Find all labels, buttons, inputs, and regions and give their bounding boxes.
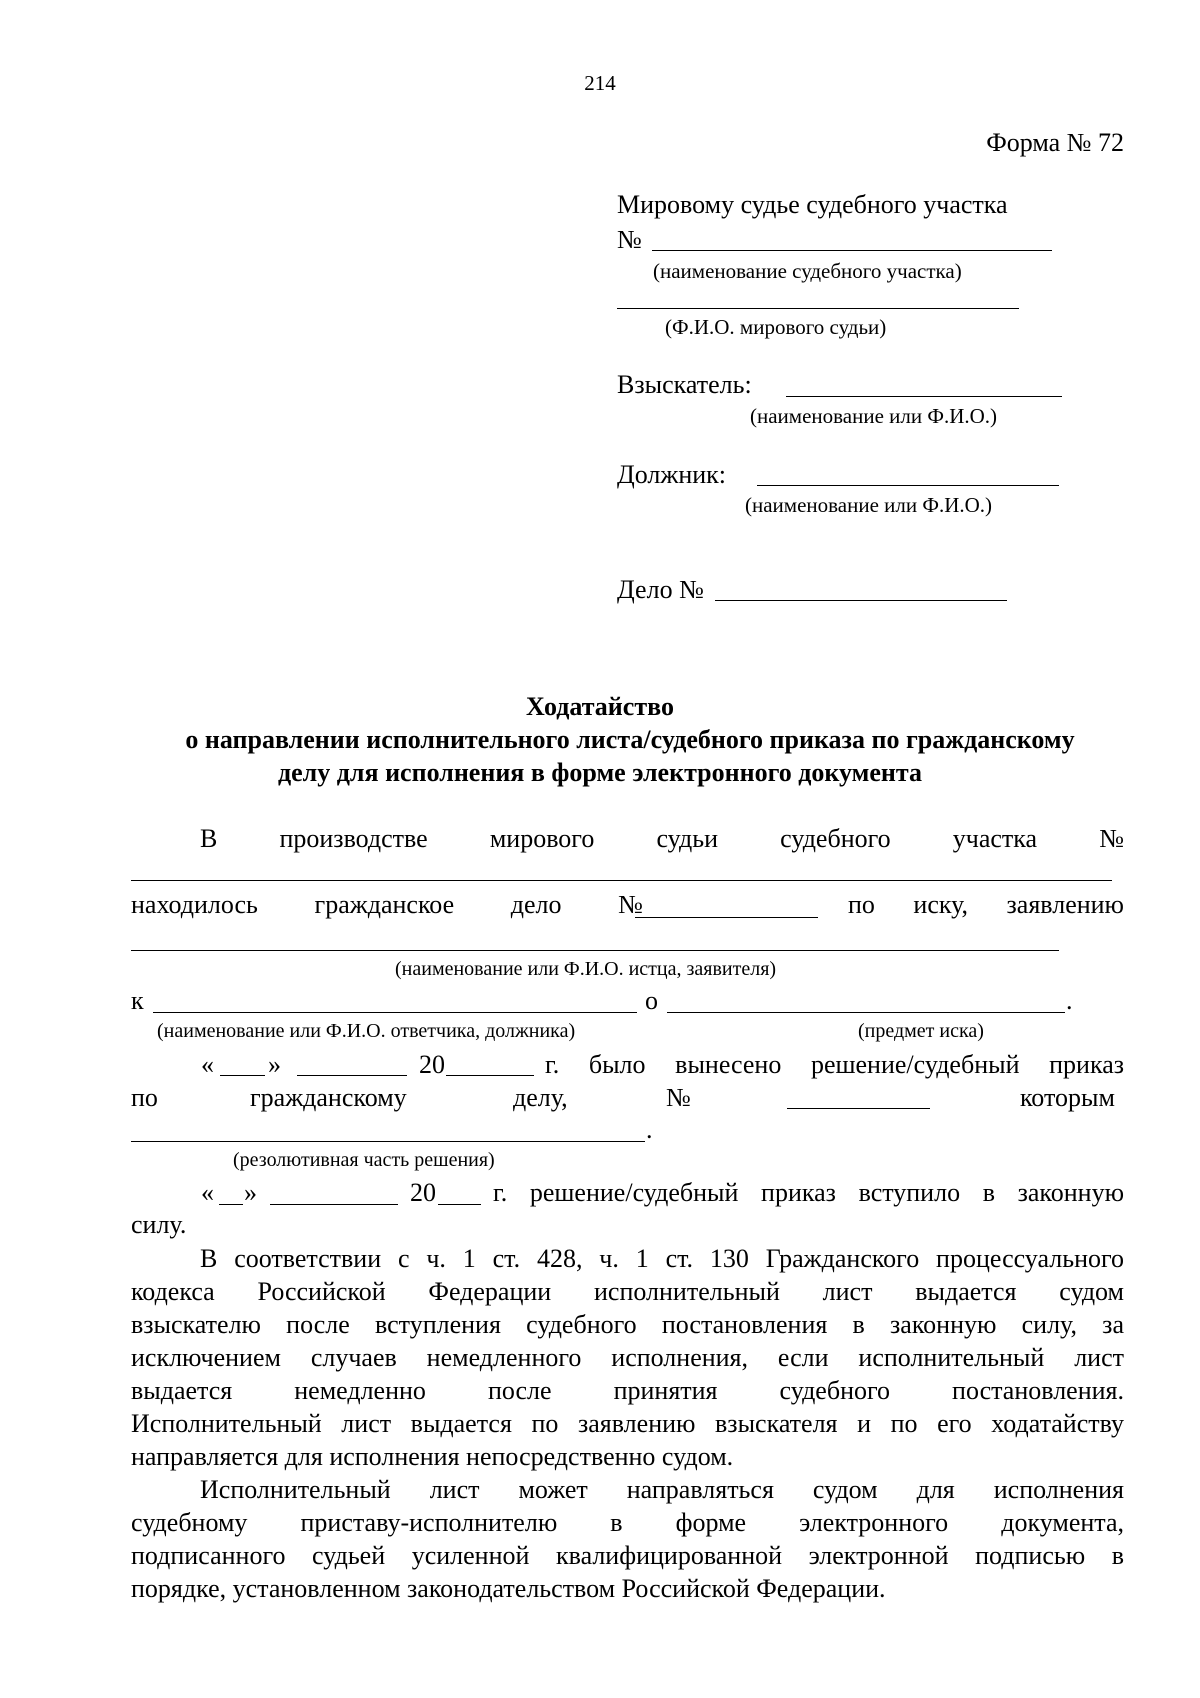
decision-year-field[interactable] <box>446 1075 534 1076</box>
civil-case-number-field[interactable] <box>635 917 818 918</box>
year-prefix: 20 <box>419 1050 445 1079</box>
entry-tail: силу. <box>131 1210 187 1239</box>
period: . <box>1066 986 1073 1015</box>
document-subtitle-line2: делу для исполнения в форме электронного документа <box>277 758 922 787</box>
para1-line: взыскателю после вступления судебного постановления в законную силу, за <box>131 1310 1124 1339</box>
para1-line: Исполнительный лист выдается по заявлению взыскателя и по его ходатайству <box>131 1409 1124 1438</box>
para1-line: В соответствии с ч. 1 ст. 428, ч. 1 ст. 130 Гражданского процессуального <box>200 1244 1124 1273</box>
claimant-caption: (наименование или Ф.И.О.) <box>750 404 998 428</box>
year-prefix-2: 20 <box>410 1178 436 1207</box>
claim-subject-field[interactable] <box>667 1012 1065 1013</box>
resolution-period: . <box>646 1115 653 1144</box>
word: по <box>848 890 875 919</box>
case-label: Дело № <box>617 575 704 604</box>
word: иску, <box>913 890 969 919</box>
close-quote-2: » <box>244 1178 257 1207</box>
body-row-2-right <box>848 890 1124 920</box>
court-name-caption: (наименование судебного участка) <box>653 259 962 283</box>
word-number: № <box>666 1083 691 1112</box>
debtor-label: Должник: <box>617 460 727 489</box>
word: производстве <box>279 824 428 853</box>
para1-line: исключением случаев немедленного исполнения, если исполнительный лист <box>131 1343 1124 1372</box>
word-civil: гражданскому <box>250 1083 407 1112</box>
body-row-1 <box>200 824 1124 854</box>
case-number-field[interactable] <box>715 600 1007 601</box>
word-po: по <box>131 1083 158 1112</box>
respondent-field[interactable] <box>153 1012 637 1013</box>
claim-subject-caption: (предмет иска) <box>858 1020 984 1042</box>
court-section-field[interactable] <box>131 880 1112 881</box>
court-number-sign: № <box>617 225 642 254</box>
body-row-2-left <box>131 890 643 920</box>
entry-month-field[interactable] <box>270 1204 398 1205</box>
word: № <box>618 890 643 919</box>
court-number-field[interactable] <box>652 250 1052 251</box>
word: судебного <box>780 824 891 853</box>
debtor-caption: (наименование или Ф.И.О.) <box>745 493 993 517</box>
k-letter: к <box>131 986 144 1015</box>
word: мирового <box>489 824 595 853</box>
plaintiff-field[interactable] <box>131 950 1059 951</box>
word: участка <box>952 824 1038 853</box>
decision-month-field[interactable] <box>297 1075 407 1076</box>
debtor-field[interactable] <box>757 485 1059 486</box>
plaintiff-caption: (наименование или Ф.И.О. истца, заявителя) <box>395 958 777 980</box>
open-quote: « <box>201 1050 214 1079</box>
word: № <box>1099 824 1124 853</box>
resolution-field[interactable] <box>131 1141 645 1142</box>
word: гражданское <box>314 890 455 919</box>
para1-last-line: направляется для исполнения непосредственно судом. <box>131 1442 734 1471</box>
para2-line: подписанного судьей усиленной квалифицированной электронной подписью в <box>131 1541 1124 1570</box>
word: В <box>200 824 218 853</box>
entry-day-field[interactable] <box>219 1204 243 1205</box>
word: судьи <box>656 824 719 853</box>
respondent-caption: (наименование или Ф.И.О. ответчика, должника) <box>157 1020 576 1042</box>
para2-line: Исполнительный лист может направляться судом для исполнения <box>200 1475 1124 1504</box>
entry-text: г. решение/судебный приказ вступило в законную <box>493 1178 1124 1207</box>
addressee-line: Мировому судье судебного участка <box>617 190 1008 219</box>
document-subtitle-line1: о направлении исполнительного листа/судебного приказа по гражданскому <box>185 725 1075 754</box>
close-quote: » <box>268 1050 281 1079</box>
page-number: 214 <box>584 71 616 95</box>
decision-case-number-field[interactable] <box>787 1108 930 1109</box>
word-which: которым <box>1020 1083 1115 1112</box>
decision-day-field[interactable] <box>220 1075 265 1076</box>
claimant-label: Взыскатель: <box>617 370 752 399</box>
para2-last-line: порядке, установленном законодательством Российской Федерации. <box>131 1574 886 1603</box>
o-letter: о <box>645 986 658 1015</box>
para1-line: выдается немедленно после принятия судебного постановления. <box>131 1376 1124 1405</box>
word: дело <box>510 890 562 919</box>
para1-line: кодекса Российской Федерации исполнительный лист выдается судом <box>131 1277 1124 1306</box>
word: заявлению <box>1006 890 1124 919</box>
para2-line: судебному приставу-исполнителю в форме электронного документа, <box>131 1508 1124 1537</box>
judge-name-field[interactable] <box>617 308 1019 309</box>
judge-name-caption: (Ф.И.О. мирового судьи) <box>665 315 887 339</box>
entry-year-field[interactable] <box>438 1204 481 1205</box>
resolution-caption: (резолютивная часть решения) <box>233 1149 495 1171</box>
form-number: Форма № 72 <box>986 128 1124 157</box>
claimant-field[interactable] <box>786 396 1062 397</box>
open-quote-2: « <box>201 1178 214 1207</box>
word-case: делу, <box>513 1083 568 1112</box>
decision-text: г. было вынесено решение/судебный приказ <box>545 1050 1124 1079</box>
document-title: Ходатайство <box>526 692 674 721</box>
word: находилось <box>131 890 258 919</box>
